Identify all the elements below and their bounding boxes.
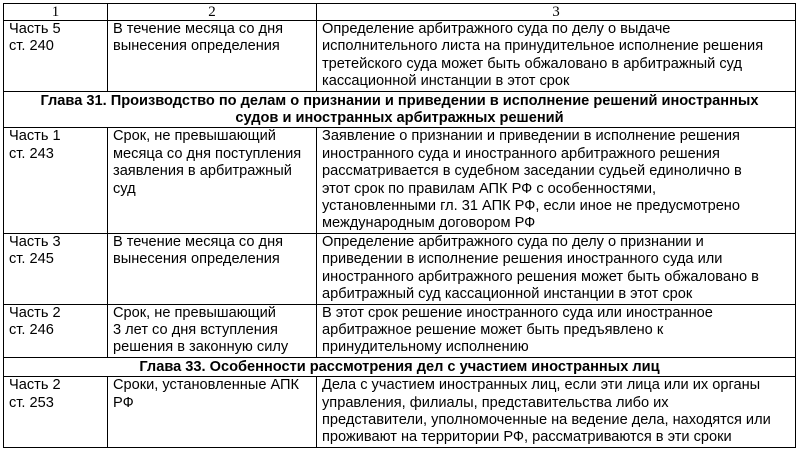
table-row	[4, 21, 796, 92]
term-cell: Срок, не превышающий 3 лет со дня вступления решения в законную силу	[108, 304, 317, 357]
table-row	[4, 377, 796, 448]
table-row	[4, 128, 796, 233]
chapter-heading: Глава 33. Особенности рассмотрения дел с участием иностранных лиц	[4, 357, 796, 376]
description-cell: Заявление о признании и приведении в исполнение решения иностранного суда и иностранного арбитражного решения рассматривается в судебном заседании судьей единолично в этот срок по правилам АПК РФ с особенностями, установленными гл. 31 АПК РФ, если иное не предусмотрено международным договором РФ	[317, 128, 796, 233]
term-cell: Сроки, установленные АПК РФ	[108, 377, 317, 448]
article-cell: Часть 2 ст. 253	[4, 377, 108, 448]
header-col-2: 2	[108, 4, 317, 21]
header-row	[4, 4, 796, 21]
chapter-row	[4, 357, 796, 376]
description-cell: Определение арбитражного суда по делу о признании и приведении в исполнение решения иностранного суда или иностранного арбитражного решения может быть обжаловано в арбитражный суд кассационной инстанции в этот срок	[317, 233, 796, 304]
chapter-heading: Глава 31. Производство по делам о признании и приведении в исполнение решений иностранных судов и иностранных арбитражных решений	[4, 91, 796, 128]
chapter-row	[4, 91, 796, 128]
article-cell: Часть 1 ст. 243	[4, 128, 108, 233]
deadlines-table	[3, 3, 796, 448]
article-cell: Часть 3 ст. 245	[4, 233, 108, 304]
description-cell: В этот срок решение иностранного суда или иностранное арбитражное решение может быть предъявлено к принудительному исполнению	[317, 304, 796, 357]
term-cell: Срок, не превышающий месяца со дня поступления заявления в арбитражный суд	[108, 128, 317, 233]
header-col-1: 1	[4, 4, 108, 21]
article-cell: Часть 2 ст. 246	[4, 304, 108, 357]
article-cell: Часть 5 ст. 240	[4, 21, 108, 92]
table-row	[4, 304, 796, 357]
header-col-3: 3	[317, 4, 796, 21]
description-cell: Определение арбитражного суда по делу о выдаче исполнительного листа на принудительное исполнение решения третейского суда может быть обжаловано в арбитражный суд кассационной инстанции в этот срок	[317, 21, 796, 92]
term-cell: В течение месяца со дня вынесения определения	[108, 233, 317, 304]
table-row	[4, 233, 796, 304]
term-cell: В течение месяца со дня вынесения определения	[108, 21, 317, 92]
description-cell: Дела с участием иностранных лиц, если эти лица или их органы управления, филиалы, представительства либо их представители, уполномоченные на ведение дела, находятся или проживают на территории РФ, рассматриваются в эти сроки	[317, 377, 796, 448]
